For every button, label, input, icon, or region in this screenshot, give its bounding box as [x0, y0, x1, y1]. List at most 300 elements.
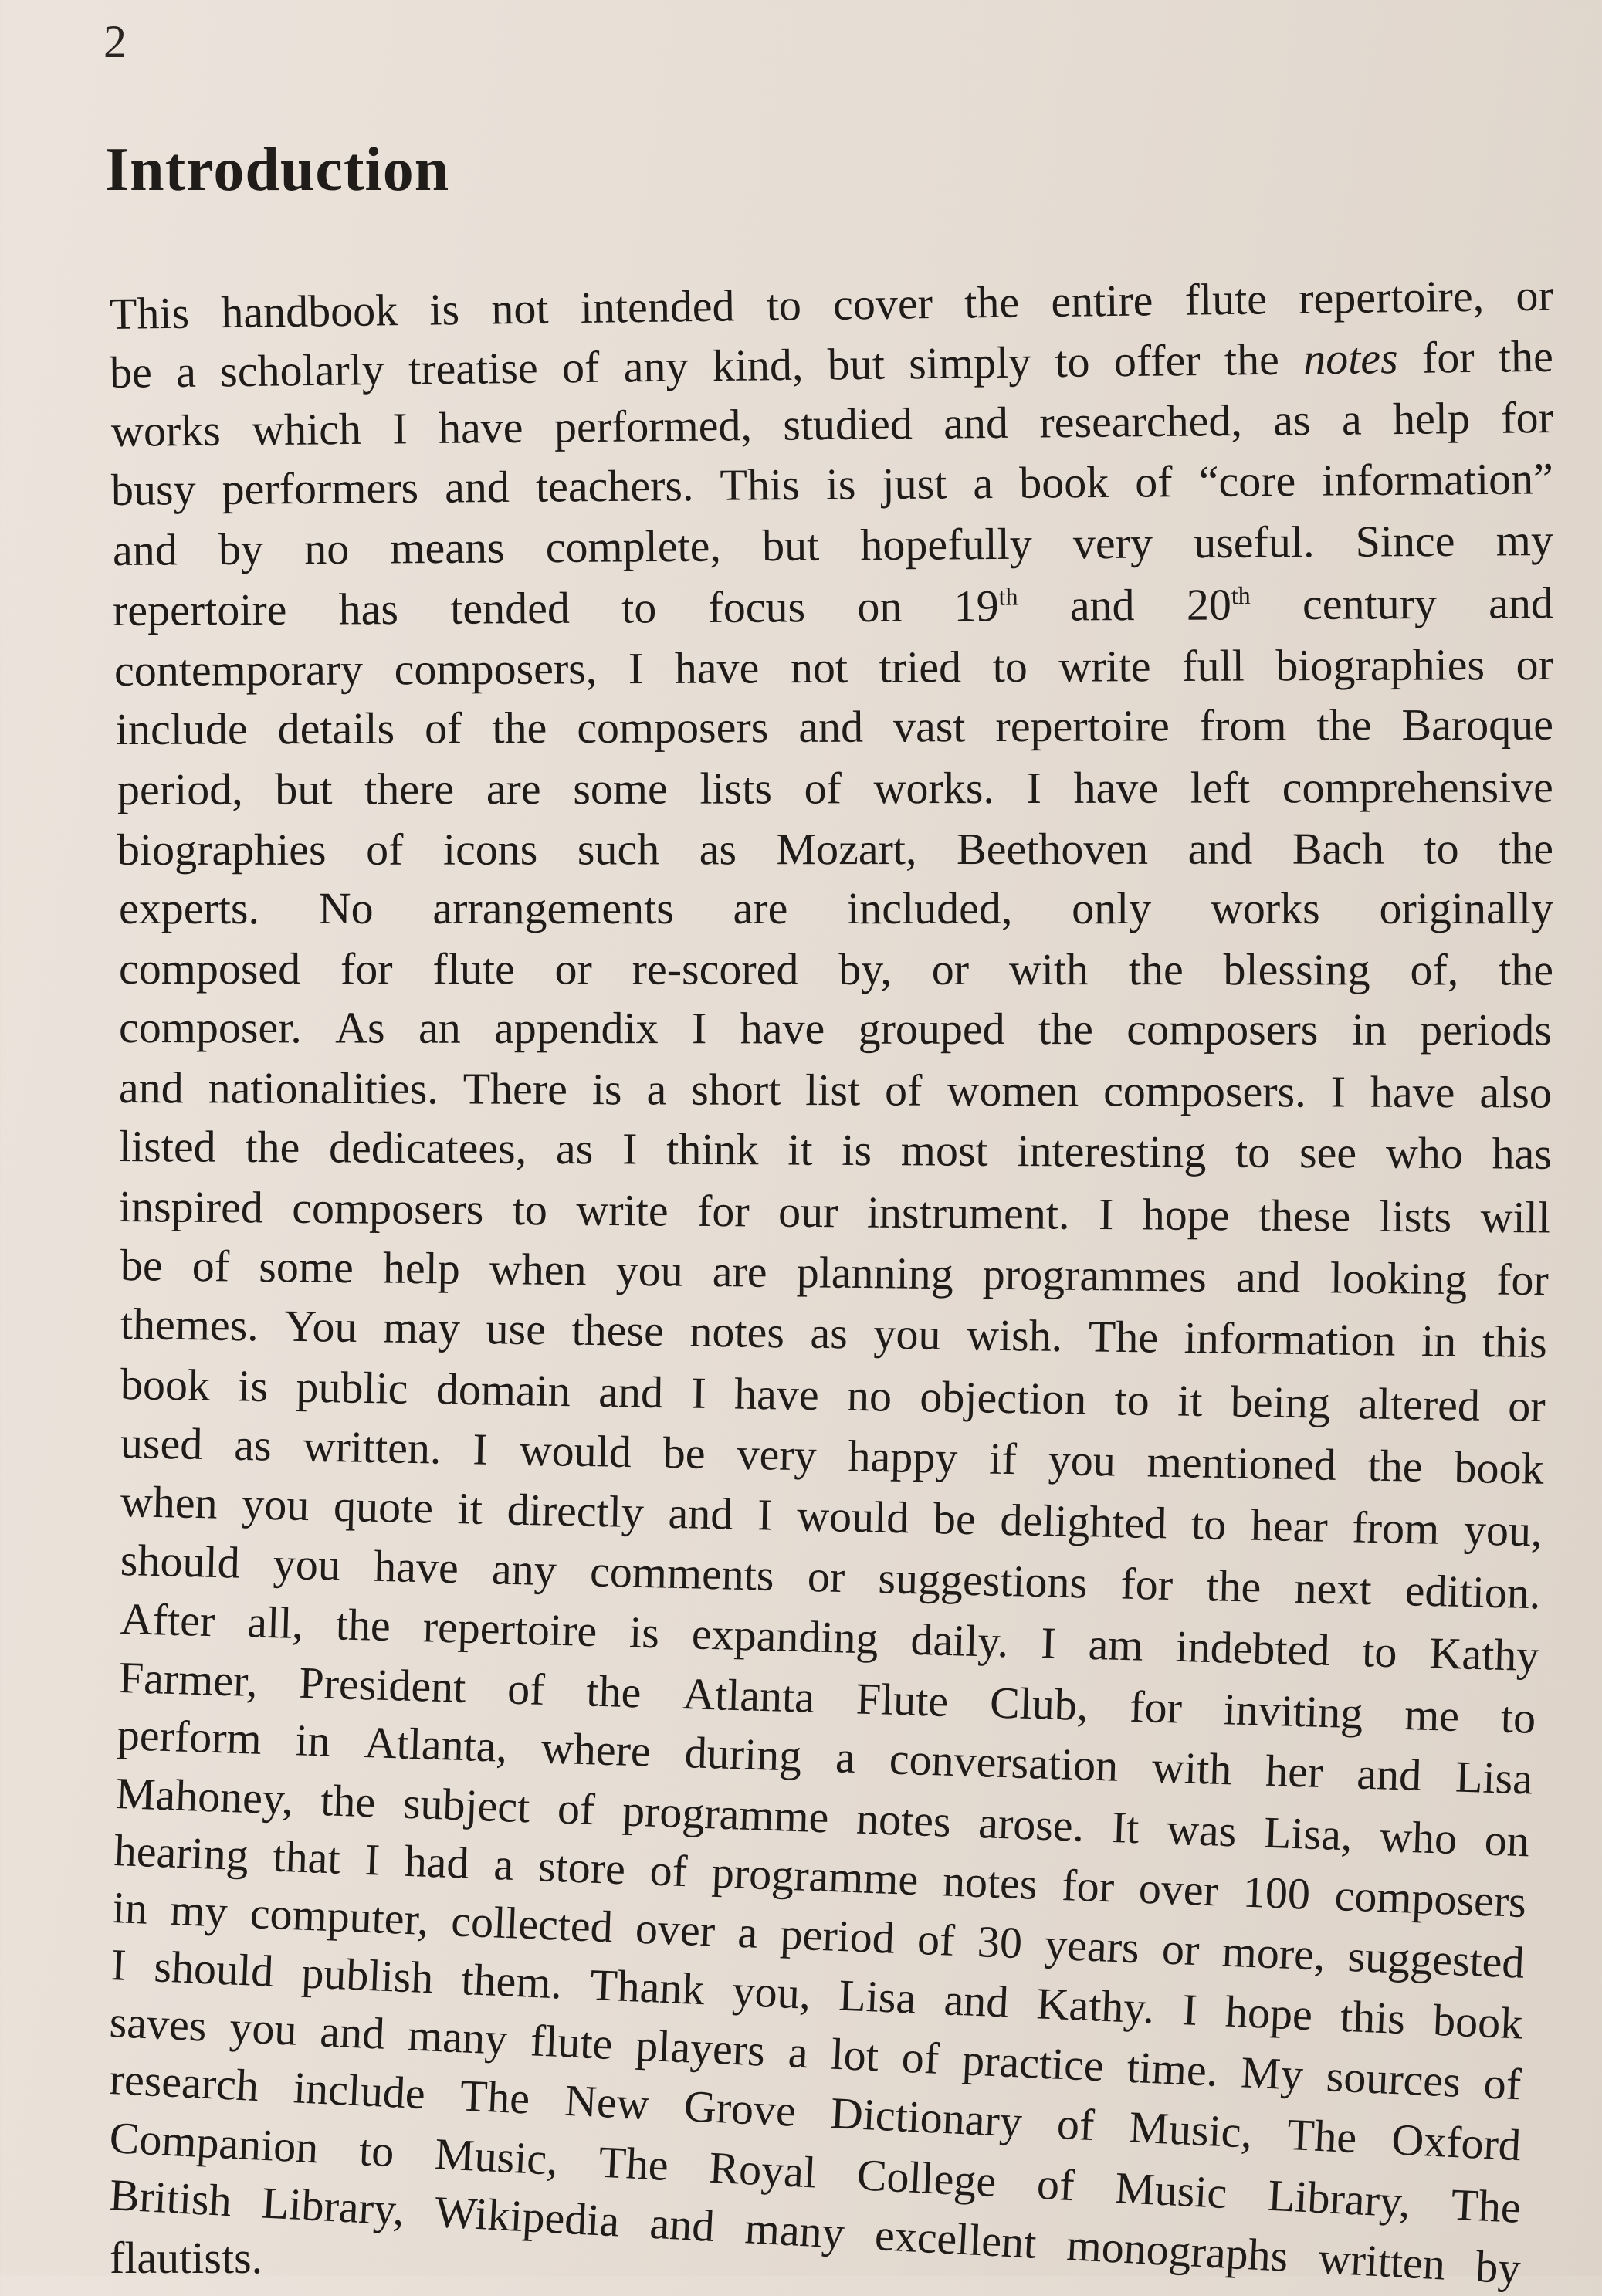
word: vast — [892, 701, 966, 752]
word: conversation — [889, 1733, 1119, 1791]
word: a — [493, 1839, 515, 1890]
text-line — [119, 1061, 1552, 1119]
word: programmes — [982, 1248, 1207, 1302]
text-line — [117, 760, 1553, 817]
word: most — [900, 1125, 988, 1176]
word: studied — [783, 398, 913, 450]
word: publish — [300, 1947, 435, 2003]
word: periods — [1420, 1004, 1552, 1055]
word: you — [241, 1478, 310, 1531]
word: but — [761, 520, 820, 571]
word: to — [1424, 823, 1459, 874]
word: you — [273, 1538, 341, 1590]
word: objection — [919, 1371, 1087, 1424]
word: the — [245, 1121, 300, 1173]
word: This — [109, 287, 190, 339]
word: have — [1370, 1066, 1455, 1118]
word: players — [635, 2020, 767, 2076]
word: You — [284, 1300, 357, 1353]
word: have — [373, 1540, 459, 1593]
word: 100 — [1241, 1866, 1312, 1919]
word: means — [390, 522, 505, 574]
word: no — [846, 1370, 892, 1421]
word: researched, — [1039, 395, 1243, 448]
word: no — [303, 523, 350, 574]
word: Flute — [855, 1673, 950, 1726]
word: written — [1317, 2233, 1447, 2290]
word: After — [120, 1593, 216, 1647]
word: domain — [435, 1363, 571, 1417]
page-number: 2 — [103, 16, 127, 67]
word: her — [1265, 1745, 1324, 1798]
word: full — [1182, 640, 1245, 691]
word: for — [340, 943, 393, 994]
word: from — [1351, 1502, 1440, 1554]
word: flautists. — [110, 2233, 263, 2283]
word: to — [1114, 1374, 1150, 1425]
word: that — [272, 1830, 341, 1884]
word: and — [112, 524, 178, 575]
word: an — [418, 1002, 461, 1053]
word: have — [674, 642, 760, 693]
word: flute — [529, 2015, 614, 2069]
word: many — [743, 2203, 846, 2258]
word: to — [766, 279, 802, 330]
word: Atlanta, — [363, 1717, 509, 1772]
word: book — [1432, 1994, 1524, 2049]
word: as — [555, 1123, 594, 1174]
word: and — [943, 397, 1009, 449]
word: Music — [1113, 2162, 1228, 2219]
text-line — [111, 391, 1554, 459]
word: left — [1190, 762, 1251, 813]
word: and — [598, 1366, 664, 1418]
word: just — [882, 458, 947, 510]
word: directly — [506, 1484, 645, 1538]
word: notes — [942, 1855, 1038, 1909]
word: of — [506, 1663, 546, 1715]
word: I — [1330, 1066, 1346, 1117]
word: nationalities. — [208, 1062, 439, 1114]
word: I — [690, 1367, 707, 1418]
text-line — [119, 882, 1553, 936]
word: monographs — [1065, 2220, 1289, 2281]
word: or — [1515, 269, 1554, 321]
word: on — [857, 581, 903, 632]
word: as — [1272, 395, 1311, 445]
word: Grove — [682, 2081, 798, 2136]
word: I — [472, 1424, 489, 1475]
word: quote — [333, 1480, 434, 1533]
word: a — [646, 1064, 667, 1115]
word: the — [1316, 699, 1372, 750]
word: I — [1098, 1188, 1114, 1240]
word: short — [691, 1064, 781, 1115]
word: public — [296, 1361, 408, 1414]
word: would — [519, 1424, 632, 1478]
word: computer, — [249, 1888, 430, 1946]
word: by — [1474, 2240, 1522, 2294]
word: you — [1048, 1434, 1116, 1486]
word: be — [120, 1240, 164, 1291]
word: The — [1450, 2179, 1522, 2233]
word: more, — [1221, 1925, 1326, 1980]
word: am — [1087, 1618, 1144, 1671]
word: women — [947, 1065, 1079, 1116]
word: hope — [1142, 1189, 1230, 1241]
word: Mozart, — [776, 824, 917, 875]
word: No — [318, 883, 374, 933]
word: blessing — [1223, 944, 1370, 995]
word: arrangements — [432, 883, 674, 933]
text-line — [120, 1297, 1548, 1370]
word: list — [805, 1065, 861, 1116]
word: some — [573, 763, 668, 814]
word: or — [807, 1550, 845, 1603]
word: of, — [1410, 944, 1459, 995]
word: time. — [1126, 2041, 1219, 2096]
word: I — [1181, 1984, 1199, 2035]
word: think — [666, 1123, 759, 1175]
word: My — [1239, 2047, 1305, 2100]
word: icons — [442, 824, 538, 875]
word: you, — [731, 1965, 812, 2019]
word: performers — [222, 462, 419, 514]
word: flute — [432, 943, 515, 994]
word: College — [855, 2149, 997, 2207]
word: wish. — [966, 1309, 1063, 1361]
word: comprehensive — [1282, 761, 1553, 813]
word: them. — [460, 1954, 564, 2009]
word: these — [1258, 1190, 1351, 1241]
word: planning — [796, 1247, 954, 1299]
word: for — [1500, 392, 1554, 443]
word: to — [512, 1184, 548, 1235]
word: The — [1285, 2108, 1358, 2163]
word: 20th — [1186, 579, 1251, 630]
word: being — [1230, 1376, 1331, 1428]
text-line — [111, 452, 1553, 517]
word: over — [634, 1902, 716, 1956]
word: composers — [1333, 1869, 1527, 1928]
word: composers — [292, 1182, 484, 1234]
word: Dictionary — [829, 2088, 1024, 2147]
word: dedicatees, — [328, 1122, 527, 1173]
word: The — [459, 2070, 531, 2124]
word: notes — [689, 1305, 785, 1358]
word: this — [1482, 1316, 1548, 1368]
text-line — [119, 1001, 1552, 1057]
word: As — [335, 1002, 385, 1053]
word: composers — [577, 702, 769, 753]
word: Companion — [108, 2112, 320, 2173]
word: biographies — [117, 824, 327, 875]
word: Wikipedia — [433, 2186, 621, 2247]
word: experts. — [119, 883, 259, 933]
word: is — [237, 1360, 269, 1411]
word: Bach — [1292, 823, 1385, 874]
word: book — [120, 1359, 211, 1410]
word: and — [667, 1487, 734, 1539]
word: for — [696, 1185, 750, 1237]
text-line — [110, 269, 1554, 341]
word: repertoire, — [1298, 270, 1485, 323]
word: is — [428, 284, 460, 335]
text-line — [113, 576, 1553, 638]
word: but — [275, 764, 333, 814]
word: me — [1404, 1688, 1461, 1741]
word: include — [292, 2062, 427, 2119]
word: and — [1187, 823, 1253, 874]
word: indebted — [1174, 1620, 1331, 1676]
word: any — [623, 340, 689, 392]
word: busy — [110, 464, 196, 515]
word: Lisa — [838, 1969, 917, 2023]
word: the — [1367, 1440, 1424, 1492]
word: of — [1482, 2057, 1522, 2110]
word: period — [779, 1908, 896, 1963]
word: the — [964, 276, 1020, 328]
word: or — [1160, 1923, 1201, 1976]
word: store — [537, 1841, 627, 1895]
word: I — [110, 1939, 127, 1990]
word: the — [1038, 1004, 1093, 1055]
word: or — [931, 943, 970, 994]
word: 30 — [976, 1916, 1024, 1969]
word: years — [1044, 1918, 1140, 1973]
word: altered — [1357, 1378, 1481, 1431]
word: inspired — [118, 1181, 264, 1233]
word: details — [277, 703, 395, 754]
word: to — [1055, 336, 1090, 388]
word: century — [1302, 578, 1438, 629]
word: and — [444, 461, 510, 513]
word: see — [1299, 1127, 1357, 1178]
word: of — [1035, 2158, 1076, 2211]
word: is — [628, 1607, 660, 1658]
word: The — [598, 2136, 670, 2190]
word: looking — [1329, 1252, 1468, 1305]
word: a — [737, 1906, 759, 1958]
word: Beethoven — [957, 823, 1149, 875]
word: was — [1166, 1803, 1238, 1857]
word: my — [169, 1884, 229, 1937]
word: delighted — [999, 1494, 1167, 1549]
word: “core — [1198, 455, 1296, 506]
word: Library, — [260, 2177, 406, 2235]
word: as — [233, 1419, 273, 1471]
word: of — [366, 824, 404, 875]
word: my — [1495, 514, 1554, 566]
word: daily. — [909, 1614, 1010, 1668]
text-line — [117, 821, 1553, 877]
word: focus — [708, 581, 806, 632]
word: the — [585, 1665, 642, 1718]
word: for — [1421, 331, 1475, 383]
word: should — [153, 1941, 275, 1996]
word: has — [1492, 1128, 1553, 1179]
word: it — [457, 1483, 483, 1534]
word: the — [492, 703, 547, 753]
word: should — [120, 1535, 241, 1588]
word: collected — [450, 1895, 614, 1952]
word: arose. — [977, 1797, 1085, 1851]
word: where — [540, 1722, 652, 1776]
word: Library, — [1266, 2169, 1412, 2227]
word: President — [298, 1657, 467, 1712]
word: any — [491, 1543, 557, 1596]
word: from — [1199, 699, 1287, 751]
word: biographies — [1275, 639, 1485, 691]
word: Mahoney, — [114, 1768, 294, 1824]
word: The — [1088, 1311, 1159, 1363]
word: Lisa, — [1263, 1807, 1353, 1861]
section-heading: Introduction — [105, 136, 450, 204]
word: happy — [848, 1431, 958, 1483]
word: of — [885, 1065, 923, 1116]
word: for — [1061, 1860, 1116, 1912]
word: I — [1026, 762, 1041, 813]
word: you — [615, 1245, 684, 1296]
word: in — [1421, 1316, 1457, 1366]
word: information” — [1322, 453, 1554, 506]
word: is — [825, 459, 856, 510]
word: this — [1339, 1990, 1407, 2044]
word: and — [943, 1974, 1010, 2027]
word: these — [571, 1304, 665, 1356]
word: for — [1129, 1681, 1183, 1733]
word: be — [662, 1427, 706, 1478]
word: which — [251, 403, 362, 455]
text-line — [119, 1180, 1550, 1245]
word: Lisa — [1455, 1751, 1534, 1804]
word: kind, — [712, 339, 804, 391]
word: Since — [1355, 515, 1455, 567]
word: re-scored — [632, 943, 799, 994]
word: to — [1190, 1498, 1227, 1549]
word: saves — [108, 1996, 208, 2051]
word: a — [175, 346, 197, 398]
word: for — [1119, 1558, 1174, 1610]
word: it — [1177, 1375, 1204, 1427]
word: listed — [118, 1121, 216, 1172]
word: very — [1072, 517, 1153, 569]
word: on — [1483, 1814, 1530, 1867]
word: instrument. — [866, 1187, 1070, 1239]
word: when — [489, 1244, 587, 1295]
word: composers — [1126, 1004, 1319, 1055]
word: and — [1489, 577, 1554, 628]
word: perform — [116, 1709, 262, 1764]
word: composers. — [1103, 1065, 1306, 1117]
word: of — [804, 763, 842, 814]
word: would — [796, 1490, 909, 1543]
word: entire — [1050, 275, 1153, 327]
word: in — [111, 1882, 149, 1934]
word: you — [229, 2001, 298, 2055]
word: works. — [873, 763, 994, 814]
word: may — [382, 1302, 461, 1353]
word: with — [1151, 1742, 1233, 1795]
word: repertoire — [112, 584, 287, 635]
word: you — [873, 1308, 941, 1360]
word: I — [692, 1003, 707, 1054]
word: for — [1495, 1254, 1550, 1305]
word: if — [988, 1433, 1018, 1485]
word: expanding — [691, 1608, 879, 1664]
word: composer. — [118, 1002, 302, 1053]
word: interesting — [1017, 1126, 1207, 1177]
word: British — [108, 2169, 233, 2227]
word: and — [1356, 1748, 1423, 1801]
word: of — [561, 341, 600, 393]
word: to — [357, 2125, 396, 2177]
word: simply — [908, 337, 1031, 389]
word: grouped — [858, 1003, 1005, 1055]
word: be — [109, 347, 153, 398]
word: the — [1128, 944, 1184, 995]
word: the — [1224, 334, 1280, 385]
word: information — [1184, 1312, 1396, 1366]
text-line — [120, 1238, 1550, 1307]
text-line — [114, 638, 1553, 698]
word: be — [933, 1493, 977, 1545]
word: 19th — [953, 580, 1018, 632]
word: or — [1516, 638, 1554, 690]
word: help — [1392, 393, 1471, 445]
word: as — [699, 824, 737, 875]
word: flute — [1184, 273, 1268, 325]
word: a — [835, 1732, 856, 1783]
word: also — [1479, 1067, 1552, 1118]
word: are — [486, 764, 541, 814]
word: This — [720, 459, 800, 510]
word: to — [621, 582, 657, 633]
word: I — [628, 643, 644, 694]
word: a — [787, 2027, 810, 2078]
word: repertoire — [995, 700, 1170, 752]
word: or — [554, 943, 592, 994]
word: of — [557, 1783, 596, 1835]
word: only — [1072, 883, 1152, 933]
word: useful. — [1193, 516, 1315, 568]
word: who — [1385, 1127, 1463, 1179]
word: or — [1507, 1380, 1546, 1431]
word: write — [576, 1184, 669, 1236]
word: write — [1058, 641, 1151, 692]
word: you, — [1463, 1504, 1543, 1556]
word: very — [736, 1428, 818, 1481]
word: I — [757, 1489, 774, 1540]
word: sources — [1325, 2050, 1462, 2107]
word: New — [563, 2074, 651, 2129]
word: repertoire — [422, 1601, 598, 1657]
word: the — [1499, 823, 1553, 874]
word: works — [110, 405, 222, 456]
word: and — [798, 701, 864, 752]
word: include — [115, 703, 248, 754]
word: handbook — [220, 285, 398, 338]
word: hopefully — [860, 518, 1032, 571]
word: written. — [303, 1421, 442, 1474]
word: many — [406, 2010, 509, 2064]
word: help — [382, 1242, 461, 1294]
word: next — [1293, 1562, 1373, 1615]
word: lists — [699, 763, 772, 814]
word: not — [790, 642, 848, 693]
word: of — [1055, 2098, 1096, 2151]
word: are — [733, 883, 788, 933]
